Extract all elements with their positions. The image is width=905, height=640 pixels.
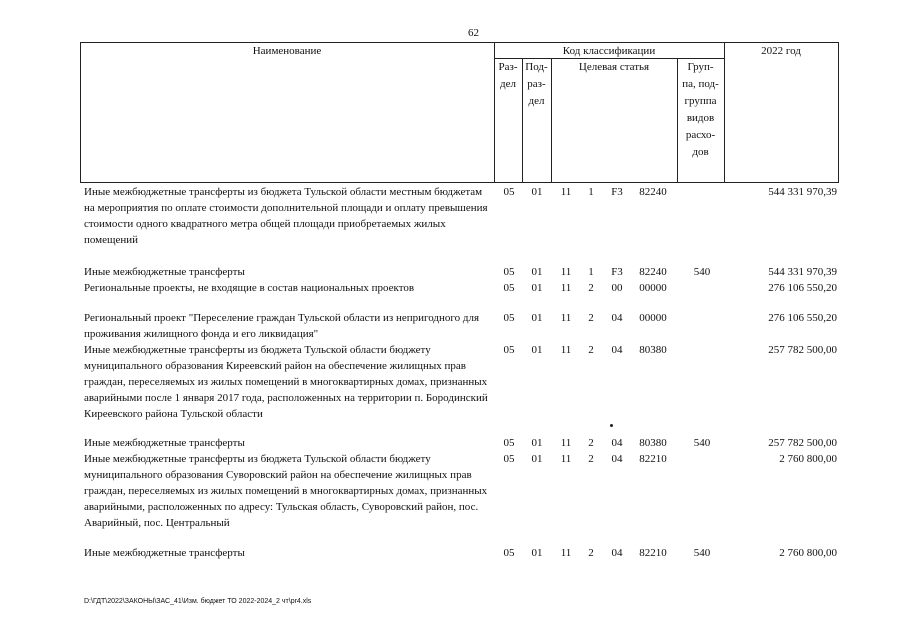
row-name: Иные межбюджетные трансферты из бюджета Тульской области местным бюджетам на мероприятия по оплате стоимости дополнительной площади и оплату превышения стоимости одного квадратного метра общей площади приобретаемых жилых помещений (84, 186, 488, 246)
row-cs3: F3 (611, 266, 623, 278)
row-podrazdel: 01 (531, 344, 543, 356)
row-cs3: F3 (611, 186, 623, 198)
row-name: Иные межбюджетные трансферты (84, 266, 245, 278)
row-cs2: 2 (588, 547, 594, 559)
row-cs2: 1 (588, 186, 594, 198)
row-amount: 2 760 800,00 (779, 453, 837, 465)
row-razdel: 05 (503, 453, 515, 465)
header-bottom-border (80, 182, 839, 183)
table-left-border (80, 42, 81, 183)
row-cs3: 04 (611, 547, 623, 559)
header-name: Наименование (252, 45, 322, 57)
row-amount: 2 760 800,00 (779, 547, 837, 559)
row-cs2: 2 (588, 437, 594, 449)
row-cs1: 11 (560, 437, 572, 449)
row-podrazdel: 01 (531, 266, 543, 278)
row-razdel: 05 (503, 344, 515, 356)
row-cs1: 11 (560, 547, 572, 559)
row-cs3: 04 (611, 453, 623, 465)
row-amount: 257 782 500,00 (768, 344, 837, 356)
row-cs1: 11 (560, 453, 572, 465)
row-cs2: 1 (588, 266, 594, 278)
row-razdel: 05 (503, 312, 515, 324)
row-razdel: 05 (503, 547, 515, 559)
row-amount: 544 331 970,39 (768, 186, 837, 198)
row-cs4: 82210 (639, 453, 667, 465)
row-cs4: 82210 (639, 547, 667, 559)
table-right-border (838, 42, 839, 183)
row-podrazdel: 01 (531, 453, 543, 465)
row-podrazdel: 01 (531, 312, 543, 324)
header-target: Целевая статья (578, 61, 650, 73)
row-group: 540 (693, 547, 711, 559)
page-number: 62 (468, 27, 479, 39)
row-cs1: 11 (560, 282, 572, 294)
row-cs4: 82240 (639, 186, 667, 198)
header-podrazdel: Под- раз- дел (525, 61, 548, 107)
row-cs2: 2 (588, 453, 594, 465)
row-name: Иные межбюджетные трансферты из бюджета Тульской области бюджету муниципального образования Суворовский район на обеспечение жилищных прав граждан, переселяемых из жилых помещений в многоквартирных домах, признанных аварийными, расположенных по адресу: Тульская область, Суворовский район, пос. Аварийный, пос. Центральный (84, 453, 488, 529)
row-cs1: 11 (560, 266, 572, 278)
row-cs3: 04 (611, 437, 623, 449)
header-code: Код классификации (562, 45, 656, 57)
header-razdel: Раз- дел (498, 61, 518, 90)
row-cs4: 82240 (639, 266, 667, 278)
row-razdel: 05 (503, 186, 515, 198)
row-group: 540 (693, 266, 711, 278)
row-cs3: 04 (611, 344, 623, 356)
row-name: Региональный проект "Переселение граждан Тульской области из непригодного для проживания жилищного фонда и его ликвидация" (84, 312, 480, 340)
row-name: Иные межбюджетные трансферты (84, 547, 245, 559)
row-amount: 276 106 550,20 (768, 312, 837, 324)
row-cs4: 80380 (639, 437, 667, 449)
row-razdel: 05 (503, 437, 515, 449)
column-divider (724, 42, 725, 183)
row-podrazdel: 01 (531, 437, 543, 449)
row-cs4: 00000 (639, 282, 667, 294)
row-name: Иные межбюджетные трансферты из бюджета Тульской области бюджету муниципального образования Киреевский район на обеспечение жилищных прав граждан, переселяемых из жилых помещений в многоквартирных домах, признанных аварийными после 1 января 2017 года, расположенных на территории п. Бородинский Киреевского района Тульской области (84, 344, 488, 420)
row-cs3: 00 (611, 282, 623, 294)
row-name: Иные межбюджетные трансферты (84, 437, 245, 449)
header-year: 2022 год (761, 45, 801, 57)
header-group: Груп- па, под- группа видов расхо- дов (682, 61, 719, 158)
row-cs1: 11 (560, 312, 572, 324)
stray-mark (610, 424, 613, 427)
row-razdel: 05 (503, 282, 515, 294)
row-podrazdel: 01 (531, 186, 543, 198)
row-cs4: 00000 (639, 312, 667, 324)
file-path-footer: D:\ГДТ\2022\ЗАКОНЫ\ЗАС_41\Изм. бюджет ТО 2022-2024_2 чт\pr4.xls (84, 598, 312, 605)
row-name: Региональные проекты, не входящие в состав национальных проектов (84, 282, 415, 294)
row-podrazdel: 01 (531, 282, 543, 294)
row-amount: 544 331 970,39 (768, 266, 837, 278)
row-cs2: 2 (588, 344, 594, 356)
row-amount: 276 106 550,20 (768, 282, 837, 294)
row-podrazdel: 01 (531, 547, 543, 559)
row-group: 540 (693, 437, 711, 449)
row-razdel: 05 (503, 266, 515, 278)
row-cs3: 04 (611, 312, 623, 324)
column-divider (551, 58, 552, 183)
row-cs1: 11 (560, 186, 572, 198)
row-cs4: 80380 (639, 344, 667, 356)
row-amount: 257 782 500,00 (768, 437, 837, 449)
row-cs1: 11 (560, 344, 572, 356)
row-cs2: 2 (588, 282, 594, 294)
row-cs2: 2 (588, 312, 594, 324)
